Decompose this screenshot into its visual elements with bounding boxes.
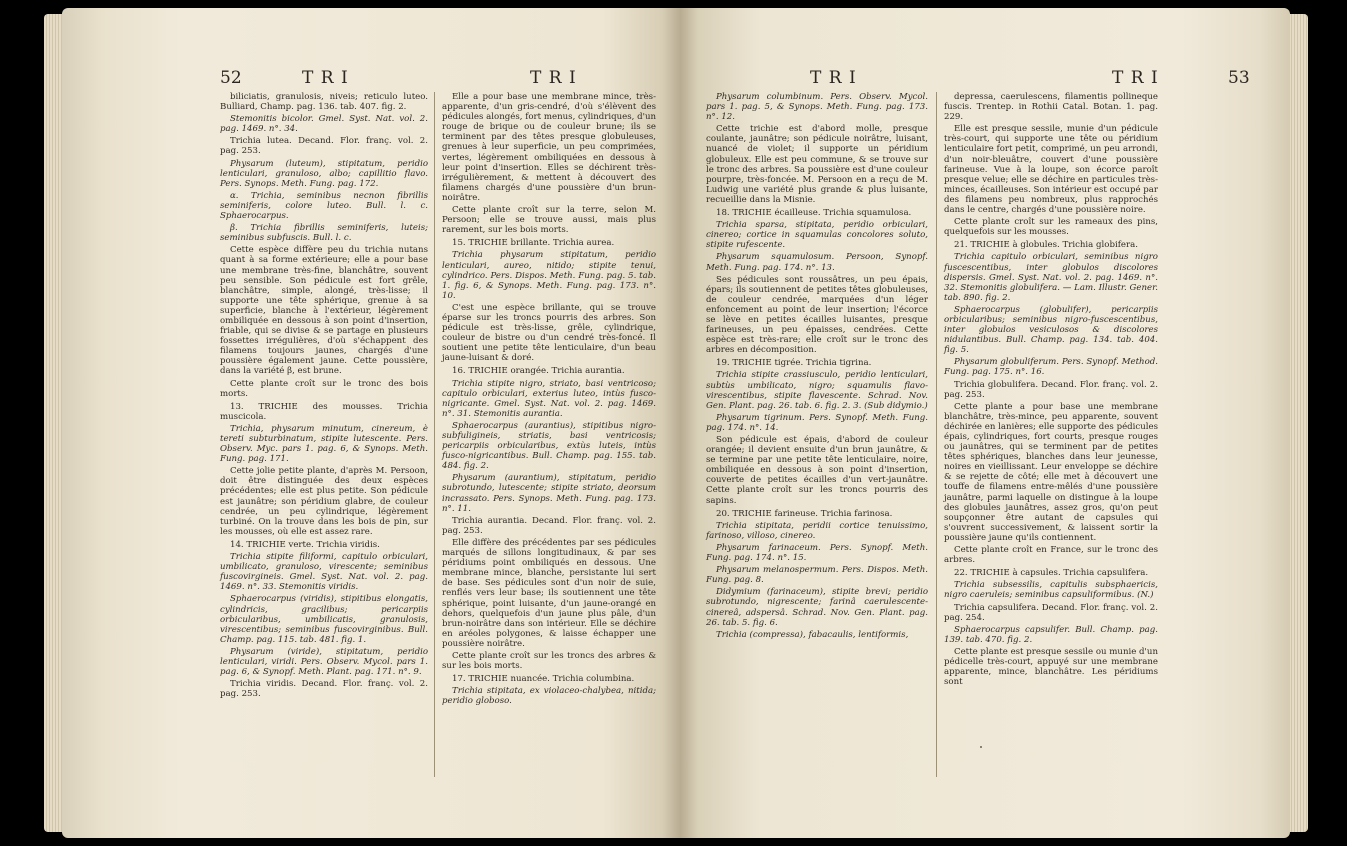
paragraph: Physarum columbinum. Pers. Observ. Mycol. pars 1. pag. 5, & Synops. Meth. Fung. pag. 173. n°. 12. [706, 92, 928, 123]
left-page [62, 8, 680, 838]
paragraph: Trichia capsulifera. Decand. Flor. franç. vol. 2. pag. 254. [944, 602, 1158, 623]
paragraph: Trichia subsessilis, capitulis subsphaericis, nigro caeruleis; seminibus capsuliformibus. (N.) [944, 580, 1158, 601]
paragraph: depressa, caerulescens, filamentis pollineque fuscis. Trentep. in Rothii Catal. Botan. 1. pag. 229. [944, 92, 1158, 123]
paragraph: Sphaerocarpus capsulifer. Bull. Champ. pag. 139. tab. 470. fig. 2. [944, 624, 1158, 645]
right-column-2 [944, 92, 1158, 689]
left-column-1 [220, 92, 428, 701]
paragraph: Sphaerocarpus (aurantius), stipitibus nigro-subfuligineis, striatis, basi ventricosis; pericarpiis orbicularibus, extùs luteis, intùs fusco-nigricantibus. Bull. Champ. pag. 155. tab. 484. fig. 2. [442, 420, 656, 472]
paragraph: Cette plante croît sur la terre, selon M. Persoon; elle se trouve aussi, mais plus rarement, sur les bois morts. [442, 205, 656, 236]
paragraph: 13. TRICHIE des mousses. Trichia muscicola. [220, 401, 428, 422]
paragraph: Physarum tigrinum. Pers. Synopf. Meth. Fung. pag. 174. n°. 14. [706, 412, 928, 433]
paragraph: 15. TRICHIE brillante. Trichia aurea. [452, 238, 615, 249]
paragraph: Trichia stipite crassiusculo, peridio lenticulari, subtùs umbilicato, nigro; squamulis flavo-virescentibus, stipite flavescente. Schrad. Nov. Gen. Plant. pag. 26. tab. 6. fig. 2. 3. (Sub didymio.) [706, 370, 928, 411]
paragraph: Elle diffère des précédentes par ses pédicules marqués de sillons longitudinaux, & par ses péridiums point ombiliqués en dessous. Une membrane mince, blanche, persistante lui sert de base. Ses pédicules sont d'un noir de suie, renflés vers leur base; ils soutiennent une tête sphérique, point luisante, d'un jaune-orangé en dehors, quelquefois d'un jaune plus pâle, d'un brun-noirâtre dans son intérieur. Elle se déchire en aréoles polygones, & laisse échapper une poussière noirâtre. [442, 537, 656, 649]
paragraph: Sphaerocarpus (globulifer), pericarpiis orbicularibus; seminibus nigro-fuscescentibus, inter globulos vesiculosos & discolores nidulantibus. Bull. Champ. pag. 134. tab. 404. fig. 5. [944, 304, 1158, 356]
paragraph: Cette plante a pour base une membrane blanchâtre, très-mince, peu apparente, souvent déchirée en lanières; elle supporte des pédicules épais, cylindriques, fort courts, presque rouges ou jaunâtres, qui se terminent par de petites têtes sphériques, blanches dans leur jeunesse, noires en vieillissant. Leur enveloppe se déchire & se rejette de côté; elle met à découvert une touffe de filamens entre-mêlés d'une poussière jaunâtre, parmi laquelle on distingue à la loupe des globules jaunâtres, assez gros, qu'on peut soupçonner être autant de capsules qui s'ouvrent successivement, & laissent sortir la poussière jaune qu'ils contiennent. [944, 401, 1158, 543]
left-running-head: T R I [302, 68, 349, 88]
paragraph: Trichia aurantia. Decand. Flor. franç. vol. 2. pag. 253. [442, 515, 656, 536]
paragraph: Cette jolie petite plante, d'après M. Persoon, doit être distinguée des deux espèces précédentes; elle est plus petite. Son pédicule est jaunâtre; son péridium glabre, de couleur cendrée, un peu cylindrique, légèrement turbiné. On la trouve dans les bois de pin, sur les mousses, où elle est assez rare. [220, 466, 428, 537]
paragraph: Physarum (aurantium), stipitatum, peridio subrotundo, lutescente; stipite striato, deorsum incrassato. Pers. Synops. Meth. Fung. pag. 173. n°. 11. [442, 473, 656, 514]
paragraph: Cette plante croît sur le tronc des bois morts. [220, 378, 428, 399]
paragraph: Didymium (farinaceum), stipite brevi; peridio subrotundo, nigrescente; farinâ caerulescente-cinereâ, adspersâ. Schrad. Nov. Gen. Plant. pag. 26. tab. 5. fig. 6. [706, 587, 928, 628]
paragraph: Physarum melanospermum. Pers. Dispos. Meth. Fung. pag. 8. [706, 565, 928, 586]
paragraph: Physarum (viride), stipitatum, peridio lenticulari, viridi. Pers. Observ. Mycol. pars 1. pag. 6, & Synopf. Meth. Plant. pag. 171. n°. 9. [220, 646, 428, 678]
right-column-1 [706, 92, 928, 642]
paragraph: Cette plante croît en France, sur le tronc des arbres. [944, 545, 1158, 566]
paragraph: Trichia stipite filiformi, capitulo orbiculari, umbilicato, granuloso, virescente; seminibus fuscovirgineis. Gmel. Syst. Nat. vol. 2. pag. 1469. n°. 33. Stemonitis viridis. [220, 552, 428, 593]
paragraph: C'est une espèce brillante, qui se trouve éparse sur les troncs pourris des arbres. Son pédicule est très-lisse, grêle, cylindrique, couleur de bistre ou d'un cendré très-foncé. Il soutient une petite tête lenticulaire, d'un beau jaune-luisant & doré. [442, 302, 656, 364]
paragraph: Cette plante croît sur les rameaux des pins, quelquefois sur les mousses. [944, 217, 1158, 238]
paper-speck [980, 746, 982, 748]
paragraph: Cette plante croît sur les troncs des arbres & sur les bois morts. [442, 650, 656, 672]
left-column-2 [442, 92, 656, 708]
paragraph: Physarum (luteum), stipitatum, peridio lenticulari, granuloso, albo; capillitio flavo. Pers. Synops. Meth. Fung. pag. 172. [220, 158, 428, 189]
paragraph: β. Trichia fibrillis seminiferis, luteis; seminibus subfuscis. Bull. l. c. [220, 223, 428, 244]
paragraph: 14. TRICHIE verte. Trichia viridis. [230, 539, 380, 550]
left-running-head-col2: T R I [530, 68, 577, 88]
paragraph: α. Trichia, seminibus necnon fibrillis seminiferis, colore luteo. Bull. l. c. Sphaerocarpus. [220, 190, 428, 222]
paragraph: Sphaerocarpus (viridis), stipitibus elongatis, cylindricis, gracilibus; pericarpiis orbicularibus, umbilicatis, granulosis, virescentibus; seminibus fuscovirginibus. Bull. Champ. pag. 115. tab. 481. fig. 1. [220, 594, 428, 645]
right-running-head: T R I [810, 68, 857, 88]
paragraph: Trichia stipitata, peridii cortice tenuissimo, farinoso, villoso, cinereo. [706, 520, 928, 541]
paragraph: 17. TRICHIE nuancée. Trichia columbina. [452, 674, 635, 685]
paragraph: 16. TRICHIE orangée. Trichia aurantia. [452, 366, 625, 377]
right-page [680, 8, 1290, 838]
paragraph: Trichia lutea. Decand. Flor. franç. vol. 2. pag. 253. [220, 136, 428, 157]
paragraph: 19. TRICHIE tigrée. Trichia tigrina. [716, 358, 872, 369]
paragraph: Cette espèce diffère peu du trichia nutans quant à sa forme extérieure; elle a pour base une membrane très-fine, blanchâtre, souvent peu sensible. Son pédicule est fort grêle, blanchâtre, simple, alongé, très-lisse; il supporte une tête sphérique, grenue à sa superficie, blanche à l'extérieur, légèrement ombiliquée en dessous à son point d'insertion, friable, qui se divise & se partage en plusieurs fossettes irrégulières, d'où s'échappent des filamens toujours jaunes, chargés d'une poussière également jaune. Cette poussière, dans la variété β, est brune. [220, 245, 428, 377]
paragraph: Trichia (compressa), fabacaulis, lentiformis, [716, 629, 909, 640]
right-page-number: 53 [1228, 68, 1250, 88]
open-book [62, 8, 1290, 838]
paragraph: Trichia viridis. Decand. Flor. franç. vol. 2. pag. 253. [220, 679, 428, 700]
paragraph: Ses pédicules sont roussâtres, un peu épais, épars; ils soutiennent de petites têtes globuleuses, de couleur cendrée, marquées d'un léger enfoncement au point de leur insertion; l'écorce se lève en petites écailles luisantes, presque farineuses, un peu épaisses, cendrées. Cette espèce est très-rare; elle croît sur le tronc des arbres en décomposition. [706, 274, 928, 356]
paragraph: Trichia, physarum minutum, cinereum, è tereti subturbinatum, stipite lutescente. Pers. Observ. Myc. pars 1. pag. 6, & Synops. Meth. Fung. pag. 171. [220, 423, 428, 465]
paragraph: 20. TRICHIE farineuse. Trichia farinosa. [716, 508, 893, 519]
paragraph: Trichia physarum stipitatum, peridio lenticulari, aureo, nitido; stipite tenui, cylindrico. Pers. Dispos. Meth. Fung. pag. 5. tab. 1. fig. 6, & Synops. Meth. Fung. pag. 173. n°. 10. [442, 250, 656, 301]
column-rule-right [936, 92, 937, 777]
paragraph: biliciatis, granulosis, niveis; reticulo luteo. Bulliard, Champ. pag. 136. tab. 407. fig. 2. [220, 92, 428, 113]
paragraph: Elle est presque sessile, munie d'un pédicule très-court, qui supporte une tête ou péridium lenticulaire fort petit, comprimé, un peu arrondi, d'un noir-bleuâtre, couvert d'une poussière farineuse. Vue à la loupe, son écorce paroît presque velue; elle se déchire en particules très-minces, écailleuses. Son intérieur est occupé par des filamens peu nombreux, plus rapprochés dans le centre, chargés d'une poussière noire. [944, 124, 1158, 216]
paragraph: Physarum farinaceum. Pers. Synopf. Meth. Fung. pag. 174. n°. 15. [706, 542, 928, 564]
paragraph: Trichia globulifera. Decand. Flor. franç. vol. 2. pag. 253. [944, 379, 1158, 400]
paragraph: 22. TRICHIE à capsules. Trichia capsulifera. [954, 568, 1149, 579]
paragraph: Physarum squamulosum. Persoon, Synopf. Meth. Fung. pag. 174. n°. 13. [706, 252, 928, 273]
paragraph: Stemonitis bicolor. Gmel. Syst. Nat. vol. 2. pag. 1469. n°. 34. [220, 114, 428, 135]
paragraph: Trichia stipite nigro, striato, basi ventricoso; capitulo orbiculari, exterius luteo, intùs fusco-nigricante. Gmel. Syst. Nat. vol. 2. pag. 1469. n°. 31. Stemonitis aurantia. [442, 378, 656, 419]
paragraph: Trichia stipitata, ex violaceo-chalybea, nitida; peridio globoso. [442, 686, 656, 707]
paragraph: 18. TRICHIE écailleuse. Trichia squamulosa. [716, 208, 912, 219]
paragraph: Physarum globuliferum. Pers. Synopf. Method. Fung. pag. 175. n°. 16. [944, 357, 1158, 378]
paragraph: Trichia capitulo orbiculari, seminibus nigro fuscescentibus, inter globulos discolores dispersis. Gmel. Syst. Nat. vol. 2. pag. 1469. n°. 32. Stemonitis globulifera. — Lam. Illustr. Gener. tab. 890. fig. 2. [944, 252, 1158, 303]
paragraph: 21. TRICHIE à globules. Trichia globifera. [954, 240, 1138, 251]
column-rule-left [434, 92, 435, 777]
right-running-head-col2: T R I [1112, 68, 1159, 88]
paragraph: Cette plante est presque sessile ou munie d'un pédicelle très-court, appuyé sur une membrane apparente, mince, blanchâtre. Les péridiums sont [944, 646, 1158, 688]
paragraph: Elle a pour base une membrane mince, très-apparente, d'un gris-cendré, d'où s'élèvent des pédicules alongés, fort menus, cylindriques, d'un rouge de brique ou de couleur brune; ils se terminent par des têtes presque globuleuses, grenues à leur superficie, un peu comprimées, vertes, légèrement ombiliquées en dessous à leur point d'insertion. Elles se déchirent très-irrégulièrement, & mettent à découvert des filamens chargés d'une poussière d'un brun-noirâtre. [442, 92, 657, 203]
paragraph: Cette trichie est d'abord molle, presque coulante, jaunâtre; son pédicule noirâtre, luisant, nuancé de violet; il supporte un péridium globuleux. Elle est peu commune, & se trouve sur le tronc des arbres. Sa poussière est d'une couleur pourpre, très-foncée. M. Persoon en a reçu de M. Ludwig une variété plus grande & plus luisante, recueillie dans la Misnie. [706, 124, 928, 205]
left-page-number: 52 [220, 68, 242, 88]
paragraph: Son pédicule est épais, d'abord de couleur orangée; il devient ensuite d'un brun jaunâtre, & se termine par une petite tête lenticulaire, noire, ombiliquée en dessous à son point d'insertion, couverte de petites écailles d'un vert-jaunâtre. Cette plante croît sur les troncs pourris des sapins. [706, 435, 928, 506]
paragraph: Trichia sparsa, stipitata, peridio orbiculari, cinereo; cortice in squamulas concolores soluto, stipite rufescente. [706, 220, 928, 251]
